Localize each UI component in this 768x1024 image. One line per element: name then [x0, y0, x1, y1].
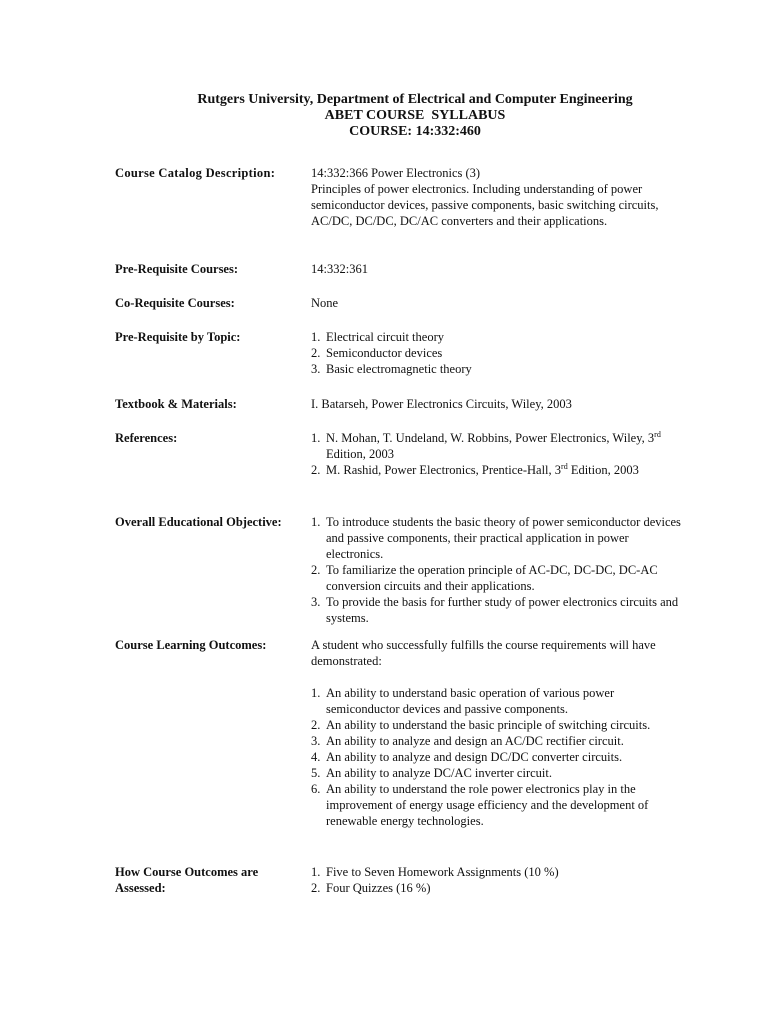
list-item-text: Semiconductor devices: [326, 346, 443, 360]
reference-text-end: Edition, 2003: [326, 447, 395, 461]
list-item-text: Four Quizzes (16 %): [326, 881, 431, 895]
list-item-text: Basic electromagnetic theory: [326, 362, 472, 376]
assessed-list: [311, 864, 681, 896]
list-item: 1. Five to Seven Homework Assignments (10 %): [311, 865, 559, 879]
prereq-topic-list: [311, 329, 681, 377]
list-item-text: Electrical circuit theory: [326, 330, 444, 344]
outcomes-list: [311, 685, 681, 829]
header-course-code: COURSE: 14:332:460: [349, 124, 481, 139]
objective-list: [311, 514, 681, 626]
textbook-value: I. Batarseh, Power Electronics Circuits, Wiley, 2003: [311, 397, 572, 411]
list-item: 3. Basic electromagnetic theory: [311, 362, 472, 376]
reference-text: N. Mohan, T. Undeland, W. Robbins, Power Electronics, Wiley, 3: [326, 431, 655, 445]
textbook-label: Textbook & Materials:: [115, 397, 237, 411]
header-syllabus-title: ABET COURSE SYLLABUS: [324, 108, 506, 123]
list-item: 2. An ability to understand the basic principle of switching circuits.: [311, 718, 651, 732]
list-item: 6. An ability to understand the role power electronics play in the improvement of energy usage efficiency and the development of renewable energy technologies.: [311, 782, 649, 828]
list-item: 1. To introduce students the basic theory of power semiconductor devices and passive components, their practical application in power electronics.: [311, 515, 681, 561]
assessed-label: How Course Outcomes are Assessed:: [115, 865, 259, 895]
list-item-text: To provide the basis for further study of power electronics circuits and systems.: [326, 595, 679, 625]
list-item: 1. An ability to understand basic operation of various power semiconductor devices and passive components.: [311, 686, 615, 716]
document-header: [0, 92, 768, 140]
prereq-courses-value: 14:332:361: [311, 262, 368, 276]
reference-text-end: Edition, 2003: [567, 463, 639, 477]
list-item: 2. Semiconductor devices: [311, 346, 443, 360]
list-item-text: Five to Seven Homework Assignments (10 %): [326, 865, 559, 879]
list-item: 1. Electrical circuit theory: [311, 330, 444, 344]
list-item-text: To familiarize the operation principle of AC-DC, DC-DC, DC-AC conversion circuits and their applications.: [326, 563, 658, 593]
outcomes-intro: A student who successfully fulfills the course requirements will have demonstrated:: [311, 638, 656, 668]
prereq-courses-label: Pre-Requisite Courses:: [115, 262, 239, 276]
objective-label: Overall Educational Objective:: [115, 515, 282, 529]
header-university: Rutgers University, Department of Electrical and Computer Engineering: [197, 92, 633, 107]
list-item-text: An ability to understand the role power electronics play in the improvement of energy usage efficiency and the development of renewable energy technologies.: [326, 782, 649, 828]
references-list: [311, 430, 681, 478]
list-item-text: An ability to understand basic operation of various power semiconductor devices and passive components.: [326, 686, 615, 716]
references-label: References:: [115, 431, 178, 445]
list-item: 2. M. Rashid, Power Electronics, Prentice-Hall, 3rd Edition, 2003: [311, 461, 639, 477]
reference-superscript: rd: [561, 461, 568, 471]
catalog-content: [311, 165, 681, 229]
catalog-title: 14:332:366 Power Electronics (3): [311, 166, 481, 180]
list-item-text: An ability to analyze DC/AC inverter circuit.: [326, 766, 552, 780]
list-item: 2. To familiarize the operation principle of AC-DC, DC-DC, DC-AC conversion circuits and their applications.: [311, 563, 658, 593]
list-item-text: An ability to analyze and design DC/DC converter circuits.: [326, 750, 623, 764]
list-item-text: To introduce students the basic theory of power semiconductor devices and passive components, their practical application in power electronics.: [326, 515, 681, 561]
list-item-text: An ability to analyze and design an AC/DC rectifier circuit.: [326, 734, 624, 748]
catalog-description: Principles of power electronics. Including understanding of power semiconductor devices, passive components, basic switching circuits, AC/DC, DC/DC, DC/AC converters and their applications.: [311, 182, 659, 228]
list-item: 4. An ability to analyze and design DC/DC converter circuits.: [311, 750, 623, 764]
outcomes-content: [311, 637, 681, 829]
list-item: 2. Four Quizzes (16 %): [311, 881, 431, 895]
reference-superscript: rd: [654, 429, 661, 439]
list-item: 3. An ability to analyze and design an AC/DC rectifier circuit.: [311, 734, 624, 748]
coreq-courses-label: Co-Requisite Courses:: [115, 296, 235, 310]
outcomes-label: Course Learning Outcomes:: [115, 638, 267, 652]
list-item-text: An ability to understand the basic principle of switching circuits.: [326, 718, 651, 732]
list-item: 3. To provide the basis for further study of power electronics circuits and systems.: [311, 595, 679, 625]
reference-text: M. Rashid, Power Electronics, Prentice-Hall, 3: [326, 463, 562, 477]
prereq-topic-label: Pre-Requisite by Topic:: [115, 330, 241, 344]
coreq-courses-value: None: [311, 296, 339, 310]
list-item: 5. An ability to analyze DC/AC inverter circuit.: [311, 766, 552, 780]
catalog-label: Course Catalog Description:: [115, 166, 276, 180]
list-item: 1. N. Mohan, T. Undeland, W. Robbins, Power Electronics, Wiley, 3rd Edition, 2003: [311, 429, 661, 461]
